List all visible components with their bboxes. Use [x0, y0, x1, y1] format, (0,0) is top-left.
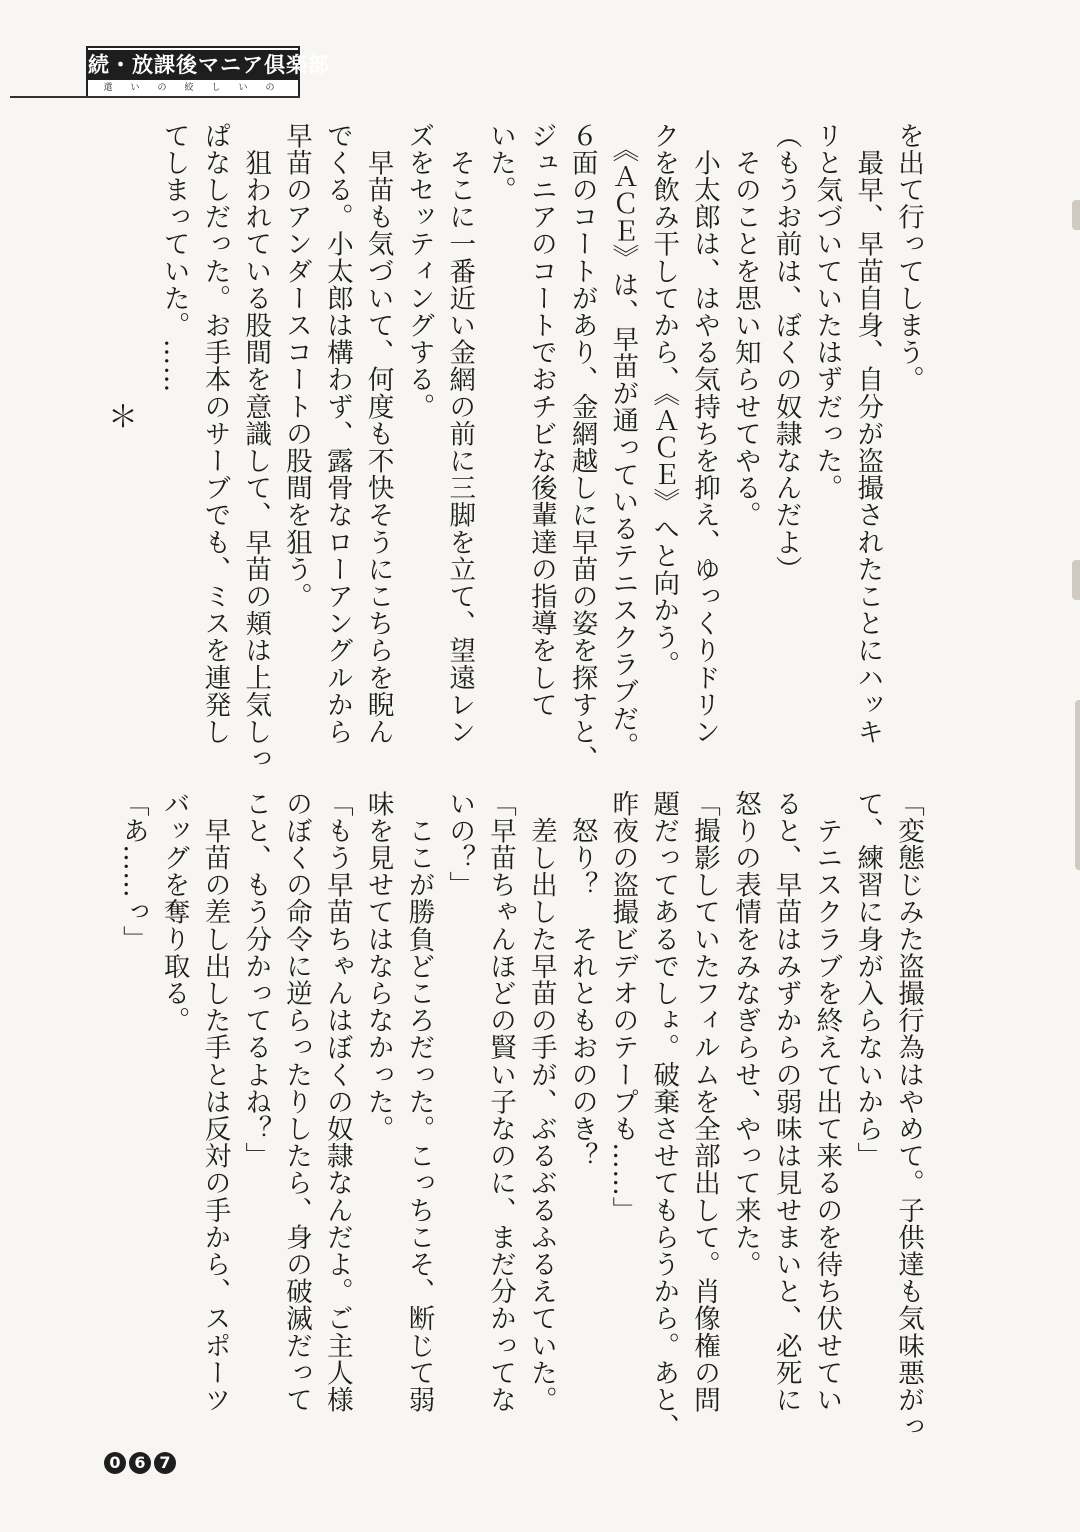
text-line: （もうお前は、ぼくの奴隷なんだよ） — [770, 122, 802, 583]
text-line: 《ＡＣＥ》は、早苗が通っているテニスクラブだ。 — [607, 122, 639, 760]
page-edge-mark — [1072, 560, 1080, 600]
text-line: いた。 — [485, 122, 517, 204]
text-line: でくる。小太郎は構わず、露骨なローアングルから — [321, 122, 353, 746]
text-line: 差し出した早苗の手が、ぶるぶるふるえていた。 — [525, 790, 557, 1414]
text-line: 狙われている股間を意識して、早苗の頬は上気しっ — [240, 122, 272, 773]
text-line: いの？」 — [444, 790, 476, 899]
text-line: 題だってあるでしょ。破棄させてもらうから。あと、 — [648, 790, 680, 1441]
page-edge-mark — [1072, 200, 1080, 230]
text-line: 「もう早苗ちゃんはぼくの奴隷なんだよ。ご主人様 — [321, 790, 353, 1414]
text-line: てしまっていた。…… — [158, 122, 190, 393]
text-line: リと気づいていたはずだった。 — [811, 122, 843, 502]
text-block-lower — [112, 790, 928, 1441]
text-line: ぱなしだった。お手本のサーブでも、ミスを連発し — [199, 122, 231, 746]
text-line: のぼくの命令に逆らったりしたら、身の破滅だって — [281, 790, 313, 1414]
text-line: 最早、早苗自身、自分が盗撮されたことにハッキ — [852, 122, 884, 746]
text-line: 「早苗ちゃんほどの賢い子なのに、まだ分かってな — [485, 790, 517, 1414]
text-line: そこに一番近い金網の前に三脚を立て、望遠レン — [444, 122, 476, 746]
series-logo — [86, 46, 330, 98]
text-line: 怒りの表情をみなぎらせ、やって来た。 — [729, 790, 761, 1278]
text-line: 早苗のアンダースコートの股間を狙う。 — [281, 122, 313, 610]
text-line: 味を見せてはならなかった。 — [362, 790, 394, 1143]
text-line: ズをセッティングする。 — [403, 122, 435, 421]
text-line: ６面のコートがあり、金網越しに早苗の姿を探すと、 — [566, 122, 598, 773]
text-line: 小太郎は、はやる気持ちを抑え、ゆっくりドリン — [689, 122, 721, 746]
text-line: 早苗の差し出した手とは反対の手から、スポーツ — [199, 790, 231, 1414]
text-line: ここが勝負どころだった。こっちこそ、断じて弱 — [403, 790, 435, 1414]
text-line: 怒り？ それともおののき？ — [566, 790, 598, 1170]
text-line: 早苗も気づいて、何度も不快そうにこちらを睨ん — [362, 122, 394, 746]
text-line: テニスクラブを終えて出て来るのを待ち伏せてい — [811, 790, 843, 1414]
text-line: を出て行ってしまう。 — [893, 122, 924, 393]
page-number — [104, 1452, 176, 1474]
text-line: 昨夜の盗撮ビデオのテープも……」 — [607, 790, 639, 1224]
text-line: ジュニアのコートでおチビな後輩達の指導をして — [525, 122, 557, 719]
text-line: 「変態じみた盗撮行為はやめて。子供達も気味悪がっ — [893, 790, 924, 1441]
text-line: 「あ……っ」 — [117, 790, 149, 953]
page-edge-mark — [1075, 700, 1080, 870]
text-line: クを飲み干してから、《ＡＣＥ》へと向かう。 — [648, 122, 680, 678]
page-number-digit: 6 — [129, 1452, 151, 1474]
text-line: ると、早苗はみずからの弱味は見せまいと、必死に — [770, 790, 802, 1414]
series-title: 続・放課後マニア倶楽部 — [88, 50, 298, 80]
text-line: バッグを奪り取る。 — [158, 790, 190, 1034]
text-line: そのことを思い知らせてやる。 — [729, 122, 761, 529]
text-line: こと、もう分かってるよね？」 — [240, 790, 272, 1170]
page-number-digit: 0 — [104, 1452, 126, 1474]
text-block-upper — [153, 122, 928, 773]
series-subtitle: 還いの絞しいの — [103, 83, 293, 93]
text-line: て、練習に身が入らないから」 — [852, 790, 884, 1170]
page-number-digit: 7 — [154, 1452, 176, 1474]
section-break-asterisk: ＊ — [108, 400, 138, 435]
header-rule — [10, 96, 300, 98]
text-line: 「撮影していたフィルムを全部出して。肖像権の問 — [689, 790, 721, 1414]
